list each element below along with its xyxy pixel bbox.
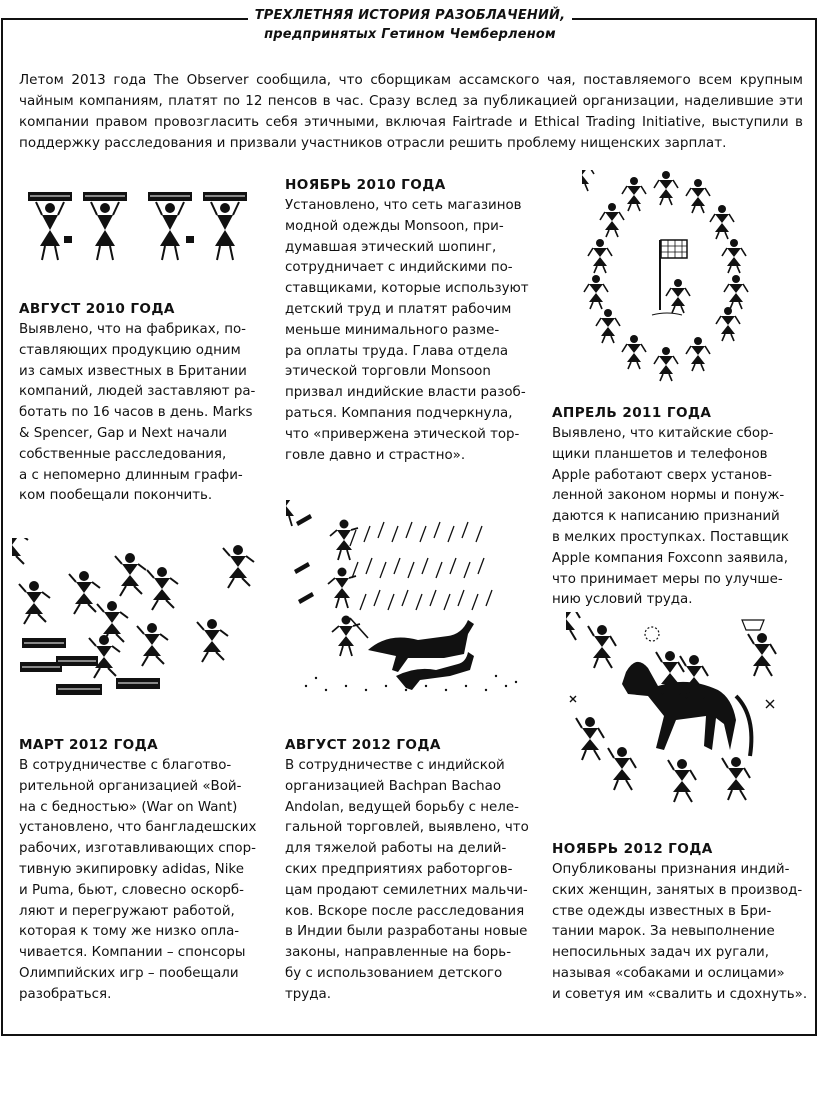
horse-rider-illustration	[566, 612, 796, 817]
entry-aug-2012	[285, 735, 540, 1006]
entry-mar-2012	[19, 735, 274, 1006]
entry-heading: АВГУСТ 2010 ГОДА	[19, 301, 175, 317]
entry-text: Выявлено, что китайские сбор- щики планшетов и телефонов Apple работают сверх установ- ленной законом нормы и понуж- даются к написанию признаний в мелких проступках. Поставщик Apple компания Foxconn заявила, что принимает меры по улучше- нию условий труда.	[552, 426, 789, 608]
field-ploughing-illustration	[286, 500, 532, 695]
entry-text: Выявлено, что на фабриках, по- ставляющих продукцию одним из самых известных в Британии компаний, людей заставляют ра- ботать по 16 часов в день. Marks & Spencer, Gap и Next начали собственные расследования, а с непомерно длинным графи- ком пообещали покончить.	[19, 322, 256, 504]
workers-carrying-bundles-illustration	[20, 188, 260, 273]
entry-heading: НОЯБРЬ 2010 ГОДА	[285, 177, 446, 193]
entry-text: В сотрудничестве с благотво- рительной организацией «Вой- на с бедностью» (War on Want) установлено, что бангладешских рабочих, изготавливающих спор- тивную экипировку adidas, Nike и Puma, бьют, словесно оскорб- ляют и перегружают работой, которая к тому же низко опла- чивается. Компании – спонсоры Олимпийских игр – пообещали разобраться.	[19, 758, 257, 1002]
intro-paragraph: Летом 2013 года The Observer сообщила, что сборщикам ассамского чая, поставляемого всем крупным чайным компаниям, платят по 12 пенсов в час. Сразу вслед за публикацией организации, наделившие эти компании правом провозгласить себя этичными, включая Fairtrade и Ethical Trading Initiative, выступили в поддержку расследования и призвали участников отрасли решить проблему нищенских зарплат.	[19, 72, 803, 151]
entry-text: В сотрудничестве с индийской организацией Bachpan Bachao Andolan, ведущей борьбу с неле- гальной торговлей, выявлено, что для тяжелой работы на делий- ских предприятиях работоргов- цам продают семилетних мальчи- ков. Вскоре после расследования в Индии были разработаны новые законы, направленные на борь- бу с использованием детского труда.	[285, 758, 529, 1002]
entry-heading: АПРЕЛЬ 2011 ГОДА	[552, 405, 712, 421]
title-line-1: ТРЕХЛЕТНЯЯ ИСТОРИЯ РАЗОБЛАЧЕНИЙ,	[254, 8, 566, 23]
beating-scene-illustration	[12, 538, 262, 708]
entry-aug-2010	[19, 299, 269, 507]
entry-heading: НОЯБРЬ 2012 ГОДА	[552, 841, 713, 857]
entry-text: Опубликованы признания индий- ских женщин, занятых в производ- стве одежды известных в Бри- тании марок. За невыполнение непосильных задач их ругали, называя «собаками и ослицами» и советуя им «свалить и сдохнуть».	[552, 862, 808, 1002]
entry-heading: МАРТ 2012 ГОДА	[19, 737, 159, 753]
title-line-2: предпринятых Гетином Чемберленом	[264, 27, 556, 42]
entry-heading: АВГУСТ 2012 ГОДА	[285, 737, 441, 753]
page-title	[0, 6, 820, 44]
entry-nov-2010	[285, 175, 540, 466]
entry-text: Установлено, что сеть магазинов модной одежды Monsoon, при- думавшая этический шопинг, сотрудничает с индийскими по- ставщиками, которые используют детский труд и платят рабочим меньше минимального разме- ра оплаты труда. Глава отдела этической торговли Monsoon призвал индийские власти разоб- раться. Компания подчеркнула, что «привержена этической тор- говле давно и страстно».	[285, 198, 529, 463]
circle-dance-illustration	[582, 170, 760, 385]
entry-nov-2012	[552, 839, 810, 1006]
entry-apr-2011	[552, 403, 807, 611]
